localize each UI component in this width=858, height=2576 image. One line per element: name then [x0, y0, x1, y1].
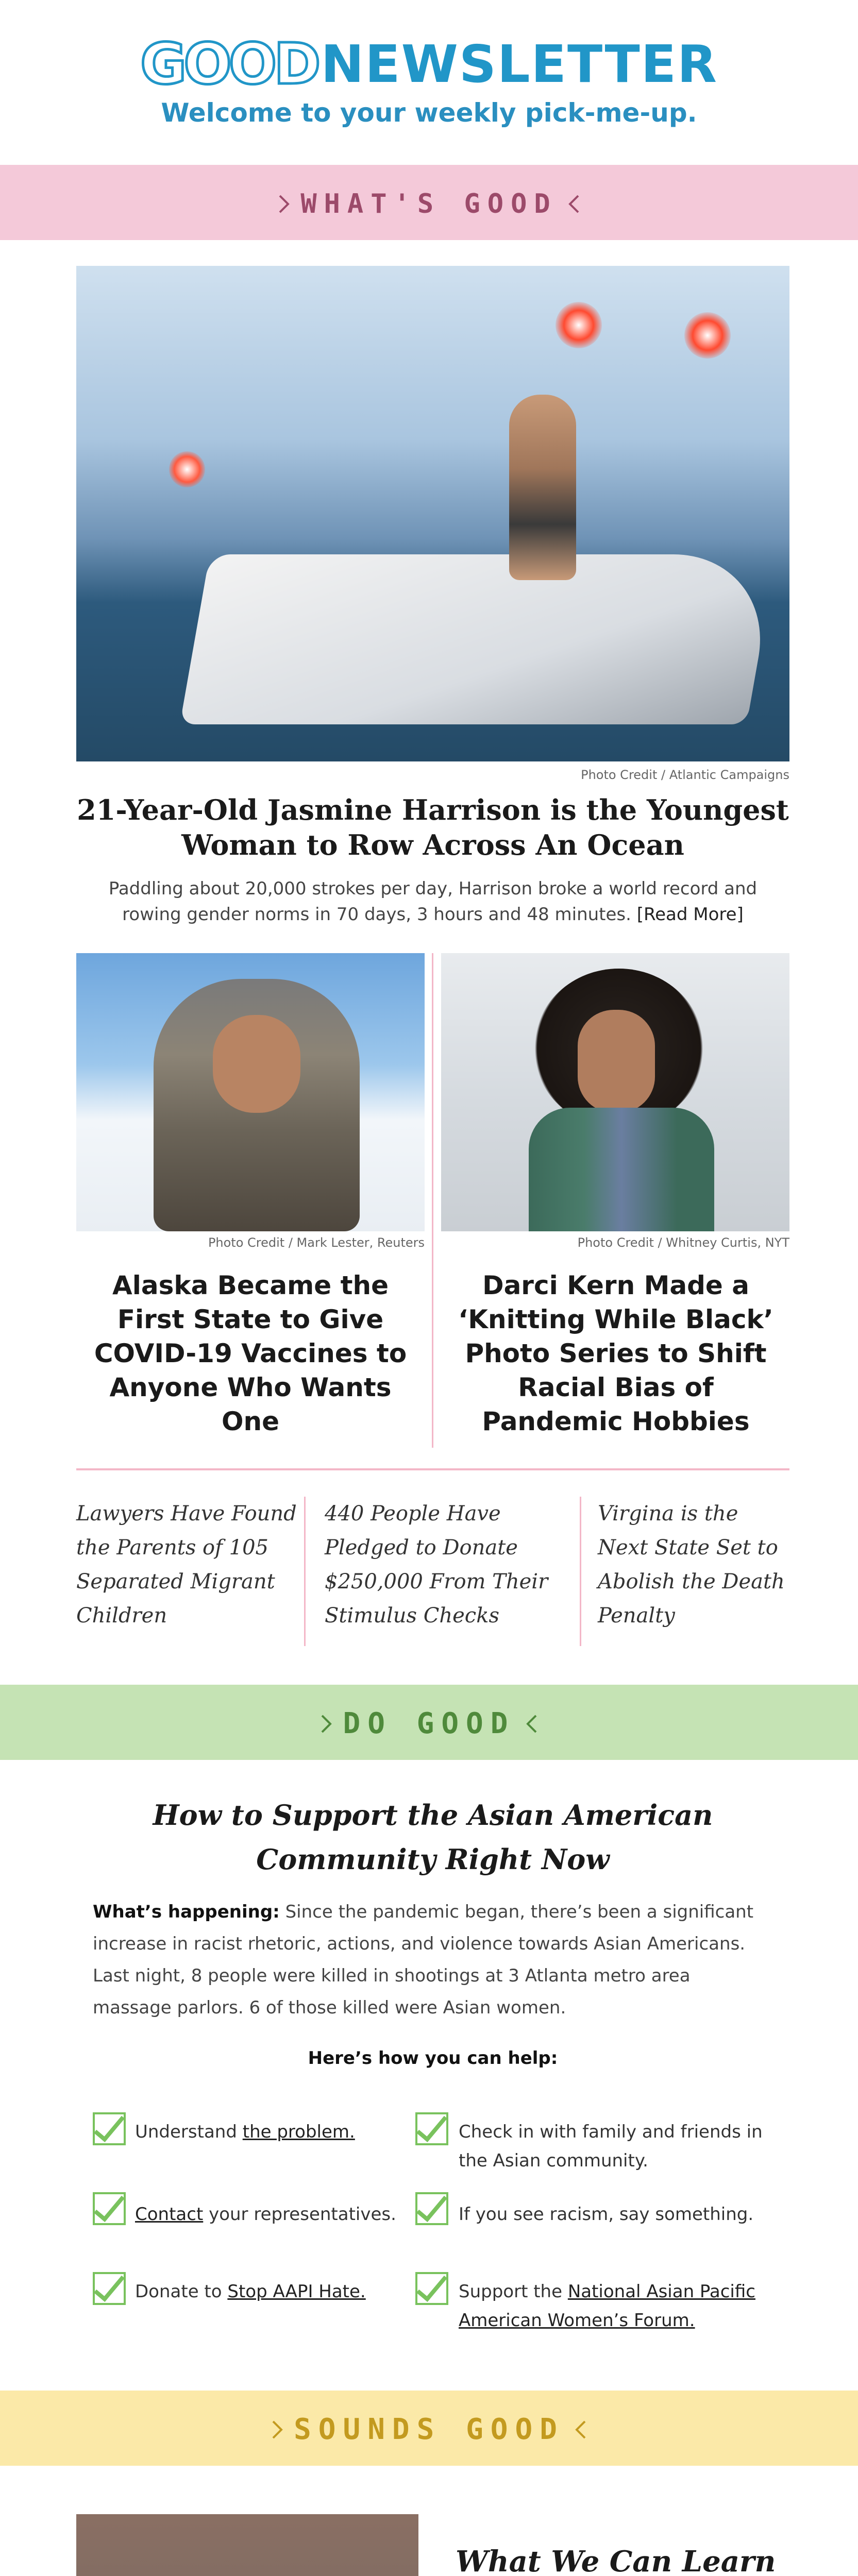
column-divider: [432, 953, 433, 1448]
whats-happening-label: What’s happening:: [93, 1902, 280, 1922]
checkbox-icon: [415, 2192, 448, 2225]
section-title: DO GOOD: [343, 1706, 515, 1740]
read-more-link[interactable]: [Read More]: [636, 904, 744, 925]
alaska-vaccine-photo[interactable]: [76, 953, 425, 1231]
action-check-in: Check in with family and friends in the Asian community.: [459, 2122, 763, 2171]
hero-summary: [93, 876, 773, 927]
kk-ottesen-photo[interactable]: [76, 2514, 418, 2576]
story-headline-alaska[interactable]: Alaska Became the First State to Give COVID-19 Vaccines to Anyone Who Wants One: [94, 1270, 407, 1436]
action-support: Support the National Asian Pacific American Women’s Forum.: [459, 2281, 755, 2331]
hero-headline[interactable]: 21-Year-Old Jasmine Harrison is the Youngest Woman to Row Across An Ocean: [77, 793, 789, 861]
logo-good-text: GOOD: [140, 31, 318, 97]
story-headline-darci[interactable]: Darci Kern Made a ‘Knitting While Black’ Photo Series to Shift Racial Bias of Pandemic Hobbies: [458, 1270, 773, 1436]
logo-newsletter-text: NEWSLETTER: [321, 33, 718, 94]
divider: [580, 1497, 581, 1646]
section-title: WHAT'S GOOD: [300, 189, 558, 219]
section-title: SOUNDS GOOD: [294, 2412, 564, 2446]
sparkle-left-icon: [271, 2419, 284, 2440]
whats-happening-text: Since the pandemic began, there’s been a significant increase in racist rhetoric, actions, and violence towards Asian Americans. Last night, 8 people were killed in shootings at 3 Atlanta metro area massage parlors. 6 of those killed were Asian women.: [93, 1902, 754, 2018]
hero-summary-text: Paddling about 20,000 strokes per day, Harrison broke a world record and rowing gender norms in 70 days, 3 hours and 48 minutes.: [108, 878, 758, 925]
checkbox-icon: [93, 2272, 126, 2305]
mini-story-link[interactable]: 440 People Have Pledged to Donate $250,000 From Their Stimulus Checks: [325, 1502, 548, 1628]
photo-credit: Photo Credit / Atlantic Campaigns: [581, 768, 789, 782]
action-donate: Donate to Stop AAPI Hate.: [135, 2281, 366, 2302]
contact-link[interactable]: Contact: [135, 2204, 204, 2225]
do-good-headline: How to Support the Asian American Community Right Now: [153, 1799, 713, 1876]
section-band-sounds-good: [0, 2391, 858, 2466]
action-contact: Contact your representatives.: [135, 2204, 396, 2225]
photo-credit: Photo Credit / Whitney Curtis, NYT: [577, 1235, 789, 1250]
checkbox-icon: [415, 2272, 448, 2305]
whats-happening-paragraph: [93, 1896, 768, 2024]
checkbox-icon: [415, 2112, 448, 2145]
checkbox-icon: [93, 2112, 126, 2145]
divider: [76, 1468, 789, 1470]
sparkle-right-icon: [574, 2419, 587, 2440]
help-heading: Here’s how you can help:: [308, 2048, 558, 2069]
sparkle-left-icon: [278, 194, 291, 214]
newsletter-logo: [0, 31, 858, 97]
napawf-link[interactable]: National Asian Pacific American Women’s Forum.: [459, 2281, 755, 2331]
podcast-episode-title[interactable]: What We Can Learn: [456, 2545, 776, 2576]
divider: [304, 1497, 306, 1646]
hero-rowing-photo[interactable]: [76, 266, 789, 761]
checkbox-icon: [93, 2192, 126, 2225]
the-problem-link[interactable]: the problem.: [242, 2122, 355, 2142]
section-band-whats-good: [0, 165, 858, 240]
section-band-do-good: [0, 1685, 858, 1760]
mini-story-link[interactable]: Lawyers Have Found the Parents of 105 Separated Migrant Children: [76, 1502, 297, 1628]
mini-story-link[interactable]: Virgina is the Next State Set to Abolish the Death Penalty: [598, 1502, 785, 1628]
photo-credit: Photo Credit / Mark Lester, Reuters: [208, 1235, 425, 1250]
sparkle-left-icon: [320, 1714, 333, 1734]
tagline: Welcome to your weekly pick-me-up.: [161, 98, 697, 128]
action-say-something: If you see racism, say something.: [459, 2204, 754, 2225]
darci-kern-photo[interactable]: [441, 953, 789, 1231]
sparkle-right-icon: [567, 194, 580, 214]
action-understand: Understand the problem.: [135, 2122, 355, 2142]
sparkle-right-icon: [525, 1714, 538, 1734]
stop-aapi-hate-link[interactable]: Stop AAPI Hate.: [227, 2281, 366, 2302]
